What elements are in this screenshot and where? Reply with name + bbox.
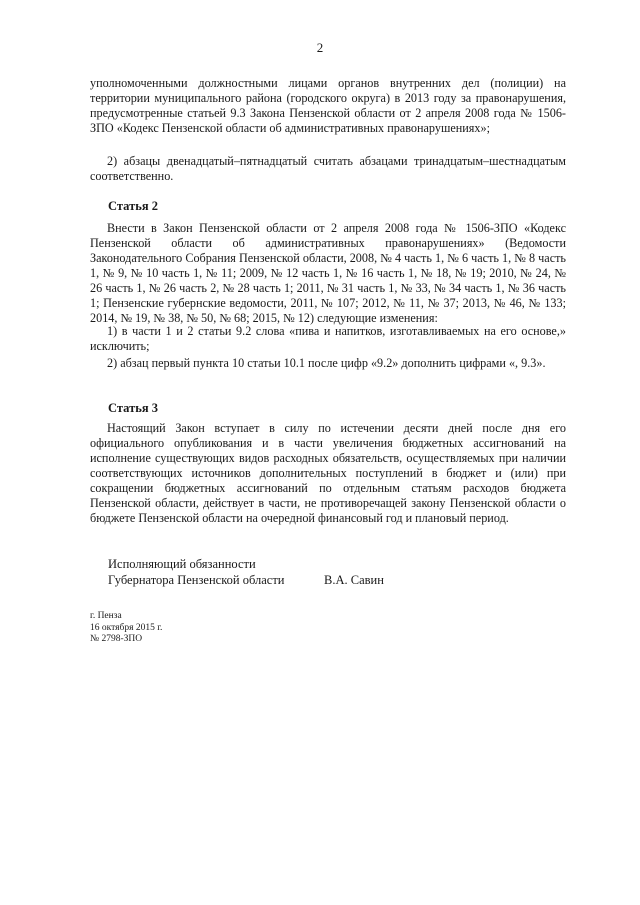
article2-item1 (90, 324, 566, 354)
article1-continuation-text: уполномоченными должностными лицами органов внутренних дел (полиции) на территории муниципального района (городского округа) в 2013 году за правонарушения, предусмотренные статьей 9.3 Закона Пензенской области от 2 апреля 2008 года № 1506-ЗПО «Кодекс Пензенской области об административных правонарушениях»; (90, 76, 566, 135)
article2-heading: Статья 2 (108, 199, 158, 213)
document-meta (90, 611, 162, 646)
signature-name: В.А. Савин (324, 573, 384, 587)
article2-intro (90, 221, 566, 326)
signature-title-line1: Исполняющий обязанности (108, 557, 256, 571)
article2-item2 (90, 356, 566, 371)
article1-item2-text: 2) абзацы двенадцатый–пятнадцатый считать абзацами тринадцатым–шестнадцатым соответственно. (90, 154, 566, 183)
meta-city: г. Пенза (90, 611, 122, 621)
article3-heading: Статья 3 (108, 401, 158, 415)
article3-text: Настоящий Закон вступает в силу по истечении десяти дней после дня его официального опубликования и в части увеличения бюджетных ассигнований на исполнение существующих видов расходных обязательств, осуществляемых при наличии соответствующих источников дополнительных поступлений в бюджет и (или) при сокращении бюджетных ассигнований по отдельным статьям расходов бюджета Пензенской области, действует в части, не противоречащей закону Пензенской области о бюджете Пензенской области на очередной финансовый год и плановый период. (90, 421, 566, 525)
page-number: 2 (316, 40, 324, 55)
meta-number: № 2798-ЗПО (90, 634, 143, 644)
article2-item1-text: 1) в части 1 и 2 статьи 9.2 слова «пива и напитков, изготавливаемых на его основе,» исключить; (90, 324, 566, 353)
meta-date: 16 октября 2015 г. (90, 622, 163, 633)
article3-body (90, 421, 566, 526)
article1-item2 (90, 154, 566, 184)
article2-intro-text: Внести в Закон Пензенской области от 2 апреля 2008 года № 1506-ЗПО «Кодекс Пензенской области об административных правонарушениях» (Ведомости Законодательного Собрания Пензенской области, 2008, № 4 часть 1, № 6 часть 1, № 8 часть 1, № 9, № 10 часть 1, № 11; 2009, № 12 часть 1, № 16 часть 1, № 18, № 19; 2010, № 24, № 26 часть 1, № 26 часть 2, № 28 часть 1; 2011, № 31 часть 1, № 33, № 34 часть 1, № 36 часть 1; Пензенские губернские ведомости, 2011, № 107; 2012, № 11, № 37; 2013, № 46, № 133; 2014, № 19, № 38, № 50, № 68; 2015, № 12) следующие изменения: (90, 221, 566, 325)
signature-position: Губернатора Пензенской области (108, 573, 285, 587)
article2-item2-text: 2) абзац первый пункта 10 статьи 10.1 после цифр «9.2» дополнить цифрами «, 9.3». (107, 356, 546, 370)
signature-title-line2 (108, 573, 508, 588)
article1-continuation (90, 76, 566, 136)
